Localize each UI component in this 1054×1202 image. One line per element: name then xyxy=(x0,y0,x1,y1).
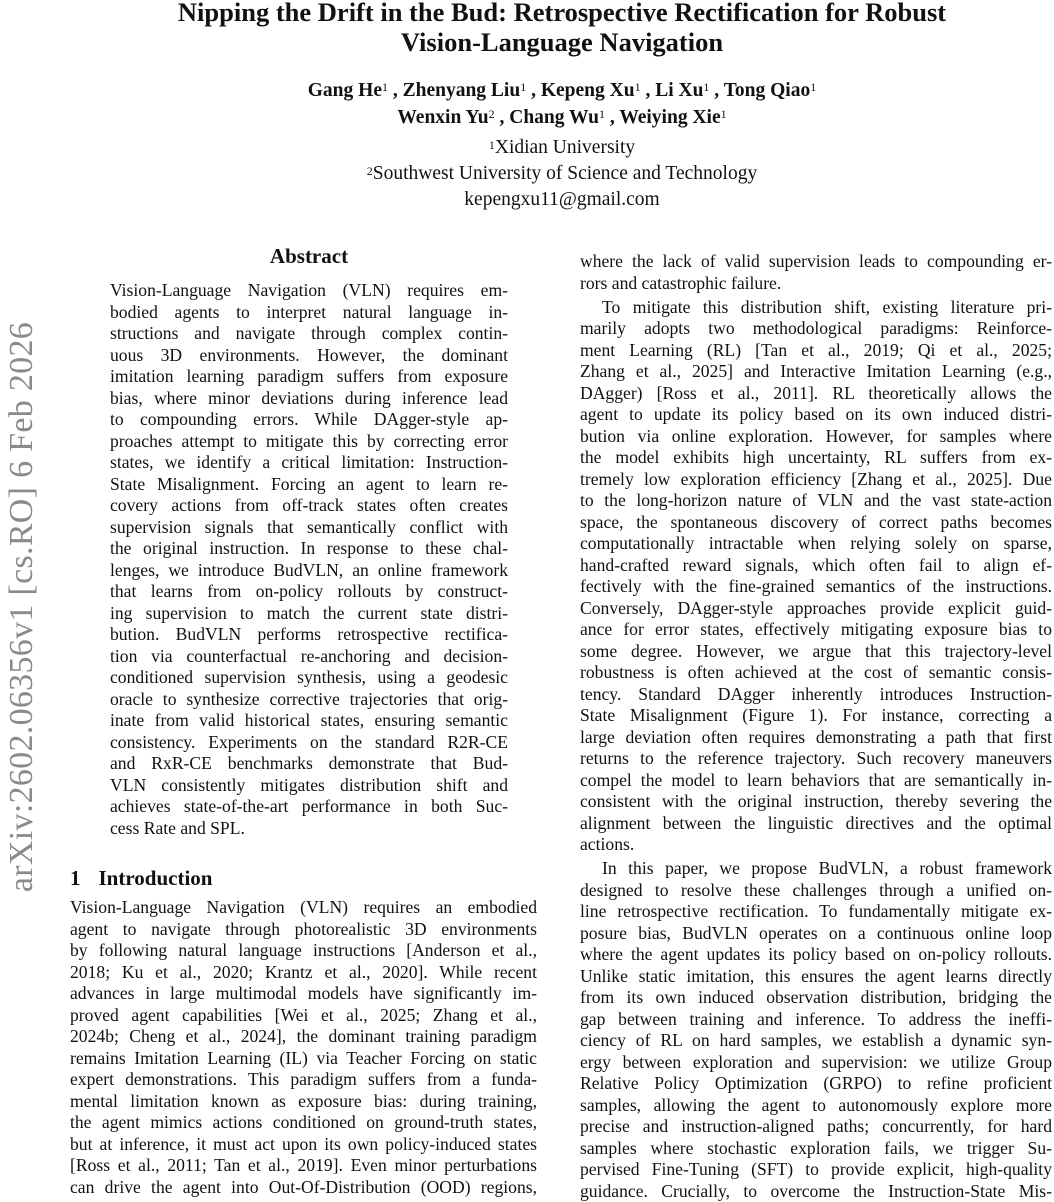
paragraph xyxy=(580,297,1052,856)
text-line: State Misalignment. Forcing an agent to learn re- xyxy=(110,474,508,496)
text-line: imitation learning paradigm suffers from exposure xyxy=(110,366,508,388)
text-line: lenges, we introduce BudVLN, an online framework xyxy=(110,560,508,582)
author-name: Li Xu xyxy=(655,80,703,101)
text-line: oracle to synthesize corrective trajectories that orig- xyxy=(110,689,508,711)
section-title: Introduction xyxy=(99,866,213,890)
text-line: ment Learning (RL) [Tan et al., 2019; Qi et al., 2025; xyxy=(580,340,1052,362)
text-line: ciency of RL on hard samples, we establish a dynamic syn- xyxy=(580,1030,1052,1052)
author-name: Weiying Xie xyxy=(619,107,720,128)
text-line: uous 3D environments. However, the dominant xyxy=(110,345,508,367)
text-line: bias, where minor deviations during inference lead xyxy=(110,388,508,410)
paper-title xyxy=(0,0,1054,57)
affiliation-number: 2 xyxy=(367,164,373,178)
text-line: to the long-horizon nature of VLN and the vast state-action xyxy=(580,490,1052,512)
text-line: where the lack of valid supervision leads to compounding er- xyxy=(580,251,1052,273)
affiliation-number: 1 xyxy=(489,138,495,152)
text-line: can drive the agent into Out-Of-Distribution (OOD) regions, xyxy=(70,1177,537,1199)
text-line: computationally intractable when relying solely on sparse, xyxy=(580,533,1052,555)
text-line: that learns from on-policy rollouts by construct- xyxy=(110,581,508,603)
text-line: bodied agents to interpret natural language in- xyxy=(110,302,508,324)
title-line-1: Nipping the Drift in the Bud: Retrospective Rectification for Robust xyxy=(0,0,1054,27)
author-affiliation-mark: 1 xyxy=(635,80,641,94)
text-line: advances in large multimodal models have significantly im- xyxy=(70,983,537,1005)
text-line: ance for error states, effectively mitigating exposure bias to xyxy=(580,619,1052,641)
text-line: states, we identify a critical limitation: Instruction- xyxy=(110,452,508,474)
text-line: posure bias, BudVLN operates on a continuous online loop xyxy=(580,923,1052,945)
text-line: expert demonstrations. This paradigm suffers from a funda- xyxy=(70,1069,537,1091)
text-line: mental limitation known as exposure bias: during training, xyxy=(70,1091,537,1113)
text-line: proaches attempt to mitigate this by correcting error xyxy=(110,431,508,453)
text-line: DAgger) [Ross et al., 2011]. RL theoretically allows the xyxy=(580,383,1052,405)
affiliation-name: Xidian University xyxy=(495,137,635,158)
text-line: State Misalignment (Figure 1). For instance, correcting a xyxy=(580,705,1052,727)
text-line: proved agent capabilities [Wei et al., 2025; Zhang et al., xyxy=(70,1005,537,1027)
text-line: actions. xyxy=(580,834,1052,856)
text-line: the original instruction. In response to these chal- xyxy=(110,538,508,560)
section-heading-introduction xyxy=(70,866,212,890)
author-name: Tong Qiao xyxy=(724,80,811,101)
author-name: Wenxin Yu xyxy=(397,107,488,128)
text-line: from its own induced observation distribution, bridging the xyxy=(580,987,1052,1009)
text-line: remains Imitation Learning (IL) via Teacher Forcing on static xyxy=(70,1048,537,1070)
text-line: Unlike static imitation, this ensures the agent learns directly xyxy=(580,966,1052,988)
text-line: supervision signals that semantically conflict with xyxy=(110,517,508,539)
author-affiliation-mark: 1 xyxy=(703,80,709,94)
author-row-1: Gang He$^1$ , Zhenyang Liu$^1$ , Kepeng Xu$^1$ , Li Xu$^1$ , Tong Qiao$^1$ xyxy=(0,77,1054,104)
text-line: Zhang et al., 2025] and Interactive Imitation Learning (e.g., xyxy=(580,361,1052,383)
text-line: pervised Fine-Tuning (SFT) to provide explicit, high-quality xyxy=(580,1159,1052,1181)
text-line: structions and navigate through complex contin- xyxy=(110,323,508,345)
introduction-right-column xyxy=(580,251,1052,1202)
text-line: returns to the reference trajectory. Such recovery maneuvers xyxy=(580,748,1052,770)
paragraph xyxy=(580,251,1052,294)
author-affiliation-mark: 1 xyxy=(599,107,605,121)
text-line: but at inference, it must act upon its own policy-induced states xyxy=(70,1134,537,1156)
text-line: the agent mimics actions conditioned on ground-truth states, xyxy=(70,1112,537,1134)
text-line: bution. BudVLN performs retrospective rectifica- xyxy=(110,624,508,646)
text-line: To mitigate this distribution shift, existing literature pri- xyxy=(580,297,1052,319)
text-line: achieves state-of-the-art performance in both Suc- xyxy=(110,796,508,818)
abstract-heading: Abstract xyxy=(110,244,508,268)
introduction-left-column xyxy=(70,897,537,1198)
text-line: to compounding errors. While DAgger-style ap- xyxy=(110,409,508,431)
text-line: VLN consistently mitigates distribution shift and xyxy=(110,775,508,797)
text-line: ergy between exploration and supervision: we utilize Group xyxy=(580,1052,1052,1074)
text-line: bution via online exploration. However, for samples where xyxy=(580,426,1052,448)
paragraph xyxy=(580,858,1052,1202)
author-name: Kepeng Xu xyxy=(541,80,635,101)
author-list xyxy=(0,77,1054,131)
text-line: tremely low exploration efficiency [Zhang et al., 2025]. Due xyxy=(580,469,1052,491)
text-line: samples, allowing the agent to autonomously explore more xyxy=(580,1095,1052,1117)
text-line: by following natural language instructions [Anderson et al., xyxy=(70,940,537,962)
text-line: covery actions from off-track states often creates xyxy=(110,495,508,517)
text-line: Conversely, DAgger-style approaches provide explicit guid- xyxy=(580,598,1052,620)
arxiv-side-stamp: arXiv:2602.06356v1 [cs.RO] 6 Feb 2026 xyxy=(3,322,41,892)
text-line: Relative Policy Optimization (GRPO) to refine proficient xyxy=(580,1073,1052,1095)
text-line: hand-crafted reward signals, which often fail to align ef- xyxy=(580,555,1052,577)
text-line: samples where stochastic exploration fails, we trigger Su- xyxy=(580,1138,1052,1160)
text-line: rors and catastrophic failure. xyxy=(580,273,1052,295)
section-number: 1 xyxy=(70,866,81,890)
affiliations xyxy=(0,135,1054,213)
text-line: fectively with the fine-grained semantics of the instructions. xyxy=(580,576,1052,598)
author-affiliation-mark: 1 xyxy=(810,80,816,94)
abstract-body xyxy=(110,280,508,839)
paragraph xyxy=(70,897,537,1198)
text-line: alignment between the linguistic directives and the optimal xyxy=(580,813,1052,835)
author-name: Zhenyang Liu xyxy=(403,80,521,101)
affiliation-1 xyxy=(0,135,1054,161)
text-line: In this paper, we propose BudVLN, a robust framework xyxy=(580,858,1052,880)
author-affiliation-mark: 1 xyxy=(382,80,388,94)
text-line: inate from valid historical states, ensuring semantic xyxy=(110,710,508,732)
text-line: agent to navigate through photorealistic 3D environments xyxy=(70,919,537,941)
author-name: Gang He xyxy=(308,80,382,101)
text-line: some degree. However, we argue that this trajectory-level xyxy=(580,641,1052,663)
author-affiliation-mark: 1 xyxy=(721,107,727,121)
text-line: precise and instruction-aligned paths; concurrently, for hard xyxy=(580,1116,1052,1138)
text-line: and RxR-CE benchmarks demonstrate that Bud- xyxy=(110,753,508,775)
text-line: cess Rate and SPL. xyxy=(110,818,508,840)
text-line: tion via counterfactual re-anchoring and decision- xyxy=(110,646,508,668)
text-line: guidance. Crucially, to overcome the Instruction-State Mis- xyxy=(580,1181,1052,1202)
text-line: 2024b; Cheng et al., 2024], the dominant training paradigm xyxy=(70,1026,537,1048)
text-line: 2018; Ku et al., 2020; Krantz et al., 2020]. While recent xyxy=(70,962,537,984)
text-line: space, the spontaneous discovery of correct paths becomes xyxy=(580,512,1052,534)
text-line: large deviation often requires demonstrating a path that first xyxy=(580,727,1052,749)
text-line: [Ross et al., 2011; Tan et al., 2019]. Even minor perturbations xyxy=(70,1155,537,1177)
text-line: line retrospective rectification. To fundamentally mitigate ex- xyxy=(580,901,1052,923)
author-name: Chang Wu xyxy=(509,107,599,128)
paragraph xyxy=(110,280,508,839)
text-line: compel the model to learn behaviors that are semantically in- xyxy=(580,770,1052,792)
text-line: gap between training and inference. To address the ineffi- xyxy=(580,1009,1052,1031)
text-line: Vision-Language Navigation (VLN) requires em- xyxy=(110,280,508,302)
text-line: tency. Standard DAgger inherently introduces Instruction- xyxy=(580,684,1052,706)
affiliation-2 xyxy=(0,161,1054,187)
text-line: designed to resolve these challenges through a unified on- xyxy=(580,880,1052,902)
author-affiliation-mark: 1 xyxy=(520,80,526,94)
affiliation-name: Southwest University of Science and Technology xyxy=(373,163,757,184)
text-line: consistency. Experiments on the standard R2R-CE xyxy=(110,732,508,754)
author-email: kepengxu11@gmail.com xyxy=(0,187,1054,213)
text-line: marily adopts two methodological paradigms: Reinforce- xyxy=(580,318,1052,340)
title-line-2: Vision-Language Navigation xyxy=(0,27,1054,57)
text-line: the model exhibits high uncertainty, RL suffers from ex- xyxy=(580,447,1052,469)
text-line: robustness is often achieved at the cost of semantic consis- xyxy=(580,662,1052,684)
text-line: consistent with the original instruction, thereby severing the xyxy=(580,791,1052,813)
author-affiliation-mark: 2 xyxy=(489,107,495,121)
text-line: where the agent updates its policy based on on-policy rollouts. xyxy=(580,944,1052,966)
text-line: agent to update its policy based on its own induced distri- xyxy=(580,404,1052,426)
text-line: ing supervision to match the current state distri- xyxy=(110,603,508,625)
text-line: conditioned supervision synthesis, using a geodesic xyxy=(110,667,508,689)
text-line: Vision-Language Navigation (VLN) requires an embodied xyxy=(70,897,537,919)
author-row-2: Wenxin Yu$^2$ , Chang Wu$^1$ , Weiying Xie$^1$ xyxy=(0,104,1054,131)
